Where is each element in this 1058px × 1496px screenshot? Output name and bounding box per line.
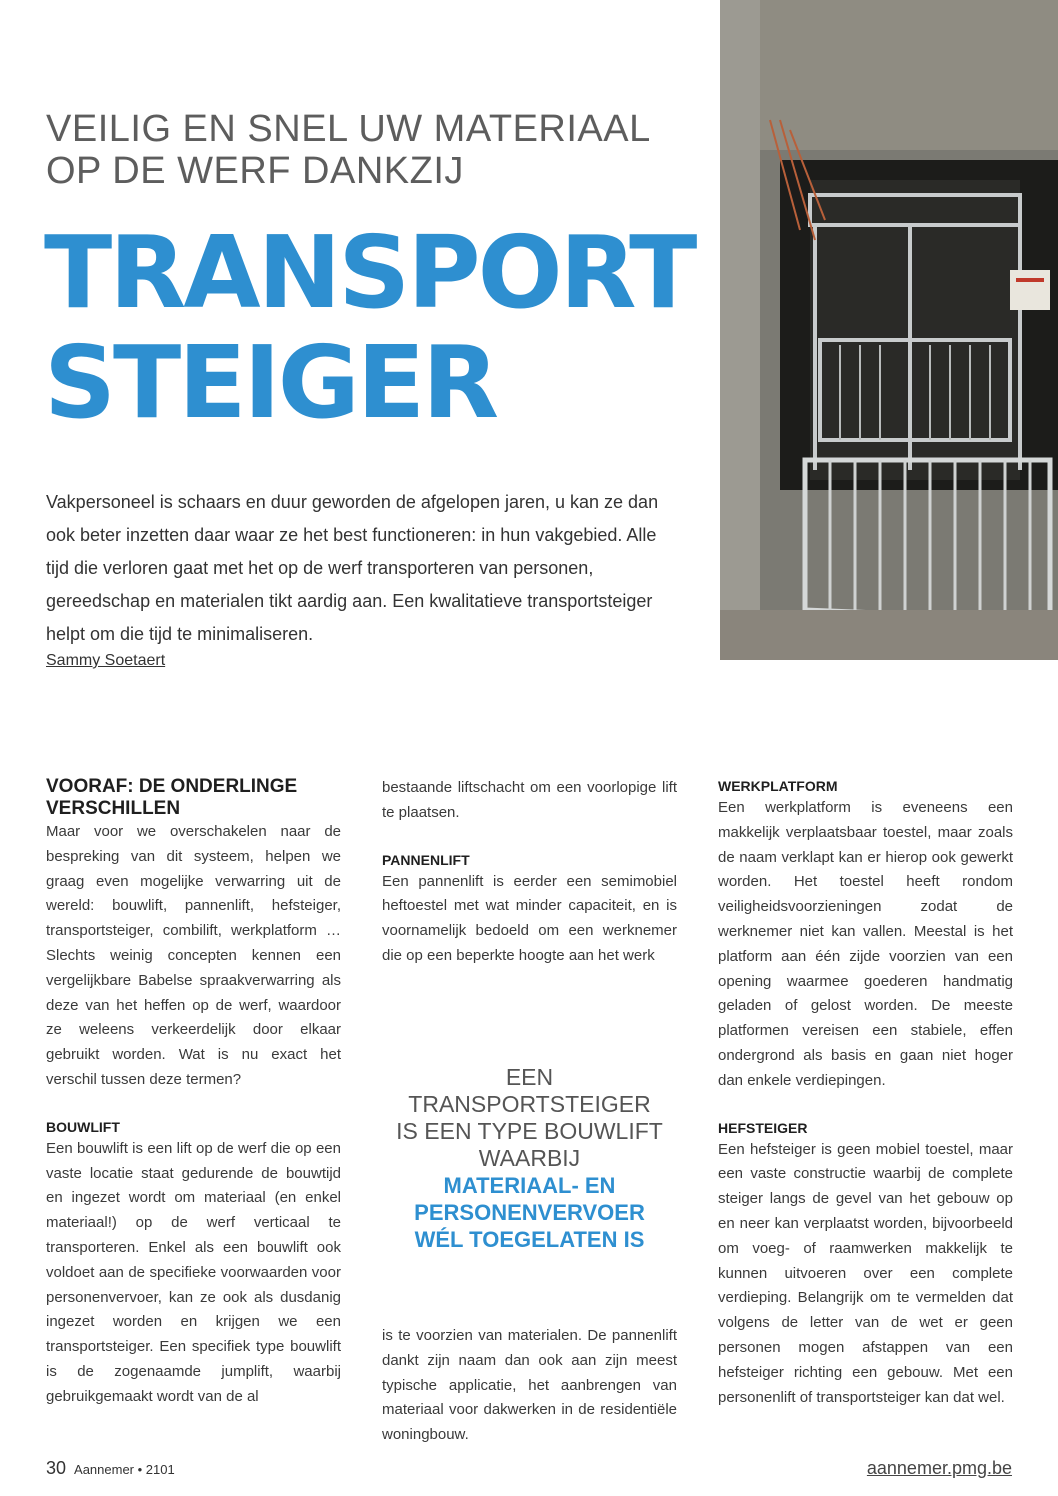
title-line-2: STEIGER [44, 324, 497, 441]
paragraph-pannenlift: Een pannenlift is eerder een semimobiel heftoestel met wat minder capaciteit, en is voornamelijk bedoeld om een werknemer die op een beperkte hoogte aan het werk [382, 872, 677, 964]
section-heading-differences: VOORAF: DE ONDERLINGE VERSCHILLEN [46, 776, 298, 819]
author-byline: Sammy Soetaert [46, 652, 166, 669]
kicker-line-2: OP DE WERF DANKZIJ [46, 150, 464, 192]
pull-quote-line-3: WAARBIJ [478, 1145, 581, 1171]
paragraph-werkplatform: Een werkplatform is eveneens een makkelijk verplaatsbaar toestel, maar zoals de naam verklapt kan er hierop ook gewerkt worden. Het toestel heeft rondom veiligheidsvoorzieningen zodat de werknemer niet kan vallen. Meestal is het platform aan één zijde voorzien van een opening waarmee goederen handmatig geladen of gelost worden. De meeste platformen vereisen een stabiele, effen ondergrond als basis en gaan niet hoger dan enkele verdiepingen. [718, 799, 1013, 1089]
pull-quote-line-2: IS EEN TYPE BOUWLIFT [396, 1118, 663, 1144]
construction-lift-photo [720, 0, 1058, 660]
intro-paragraph: Vakpersoneel is schaars en duur geworden de afgelopen jaren, u kan ze dan ook beter inzetten daar waar ze het best functioneren: in hun vakgebied. Alle tijd die verloren gaat met het op de werf transporteren van personen, gereedschap en materialen tikt aardig aan. Een kwalitatieve transportsteiger helpt om die tijd te minimaliseren. [46, 492, 659, 644]
subheading-pannenlift: PANNENLIFT [382, 851, 470, 868]
page-footer [46, 1458, 175, 1479]
paragraph-differences: Maar voor we overschakelen naar de bespreking van dit systeem, helpen we graag even mogelijke verwarring uit de wereld: bouwlift, pannenlift, hefsteiger, transportsteiger, combilift, werkplatform … Slechts weinig concepten kennen een vergelijkbare Babelse spraakverwarring als deze van het heffen op de werf, waardoor ze weleens verkeerdelijk door elkaar gebruikt worden. Wat is nu exact het verschil tussen deze termen? [46, 823, 341, 1088]
subheading-bouwlift: BOUWLIFT [46, 1118, 120, 1135]
website-link[interactable]: aannemer.pmg.be [866, 1458, 1012, 1478]
magazine-issue: Aannemer • 2101 [74, 1462, 175, 1477]
column-3 [718, 776, 1013, 1410]
subheading-werkplatform: WERKPLATFORM [718, 778, 838, 794]
page-number: 30 [46, 1458, 67, 1478]
paragraph-hefsteiger: Een hefsteiger is geen mobiel toestel, maar een vaste constructie waarbij de complete steiger langs de gevel van het gebouw op en neer kan verplaatst worden, bijvoorbeeld om voeg- of raamwerken makkelijk te kunnen uitvoeren over een complete verdieping. Belangrijk om te vermelden dat volgens de letter van de wet er geen personen mogen afstappen van een hefsteiger richting een gebouw. Met een personenlift of transportsteiger kan dat wel. [718, 1140, 1013, 1406]
pull-quote-highlight-1: MATERIAAL- EN [443, 1173, 616, 1198]
paragraph-pannenlift-continued: is te voorzien van materialen. De pannenlift dankt zijn naam dan ook aan zijn meest typische applicatie, het aanbrengen van materiaal voor dakwerken in de residentiële woningbouw. [382, 1327, 677, 1444]
paragraph-bouwlift: Een bouwlift is een lift op de werf die op een vaste locatie staat gedurende de bouwtijd en ingezet wordt om materiaal (en enkel materiaal!) op de werf verticaal te transporteren. Enkel als een bouwlift ook voldoet aan de specifieke voorwaarden voor personenvervoer, kan ze ook als dusdanig ingezet worden en krijgen we een transportsteiger. Een specifiek type bouwlift is de zogenaamde jumplift, waarbij gebruikgemaakt wordt van de al [46, 1139, 341, 1405]
article-kicker [46, 108, 686, 192]
paragraph-liftschacht: bestaande liftschacht om een voorlopige lift te plaatsen. [382, 779, 677, 821]
title-line-1: TRANSPORT [44, 214, 695, 331]
photo-illustration [720, 0, 1058, 660]
subheading-hefsteiger: HEFSTEIGER [718, 1119, 808, 1136]
pull-quote-line-1: EEN TRANSPORTSTEIGER [408, 1064, 651, 1117]
column-2-continued [382, 1324, 677, 1448]
pull-quote-highlight-3: WÉL TOEGELATEN IS [414, 1227, 645, 1252]
column-2 [382, 776, 677, 969]
kicker-line-1: VEILIG EN SNEL UW MATERIAAL [46, 108, 651, 150]
column-1 [46, 776, 341, 1410]
article-title [44, 214, 704, 441]
pull-quote-highlight-2: PERSONENVERVOER [414, 1200, 645, 1225]
pull-quote [382, 1064, 677, 1253]
